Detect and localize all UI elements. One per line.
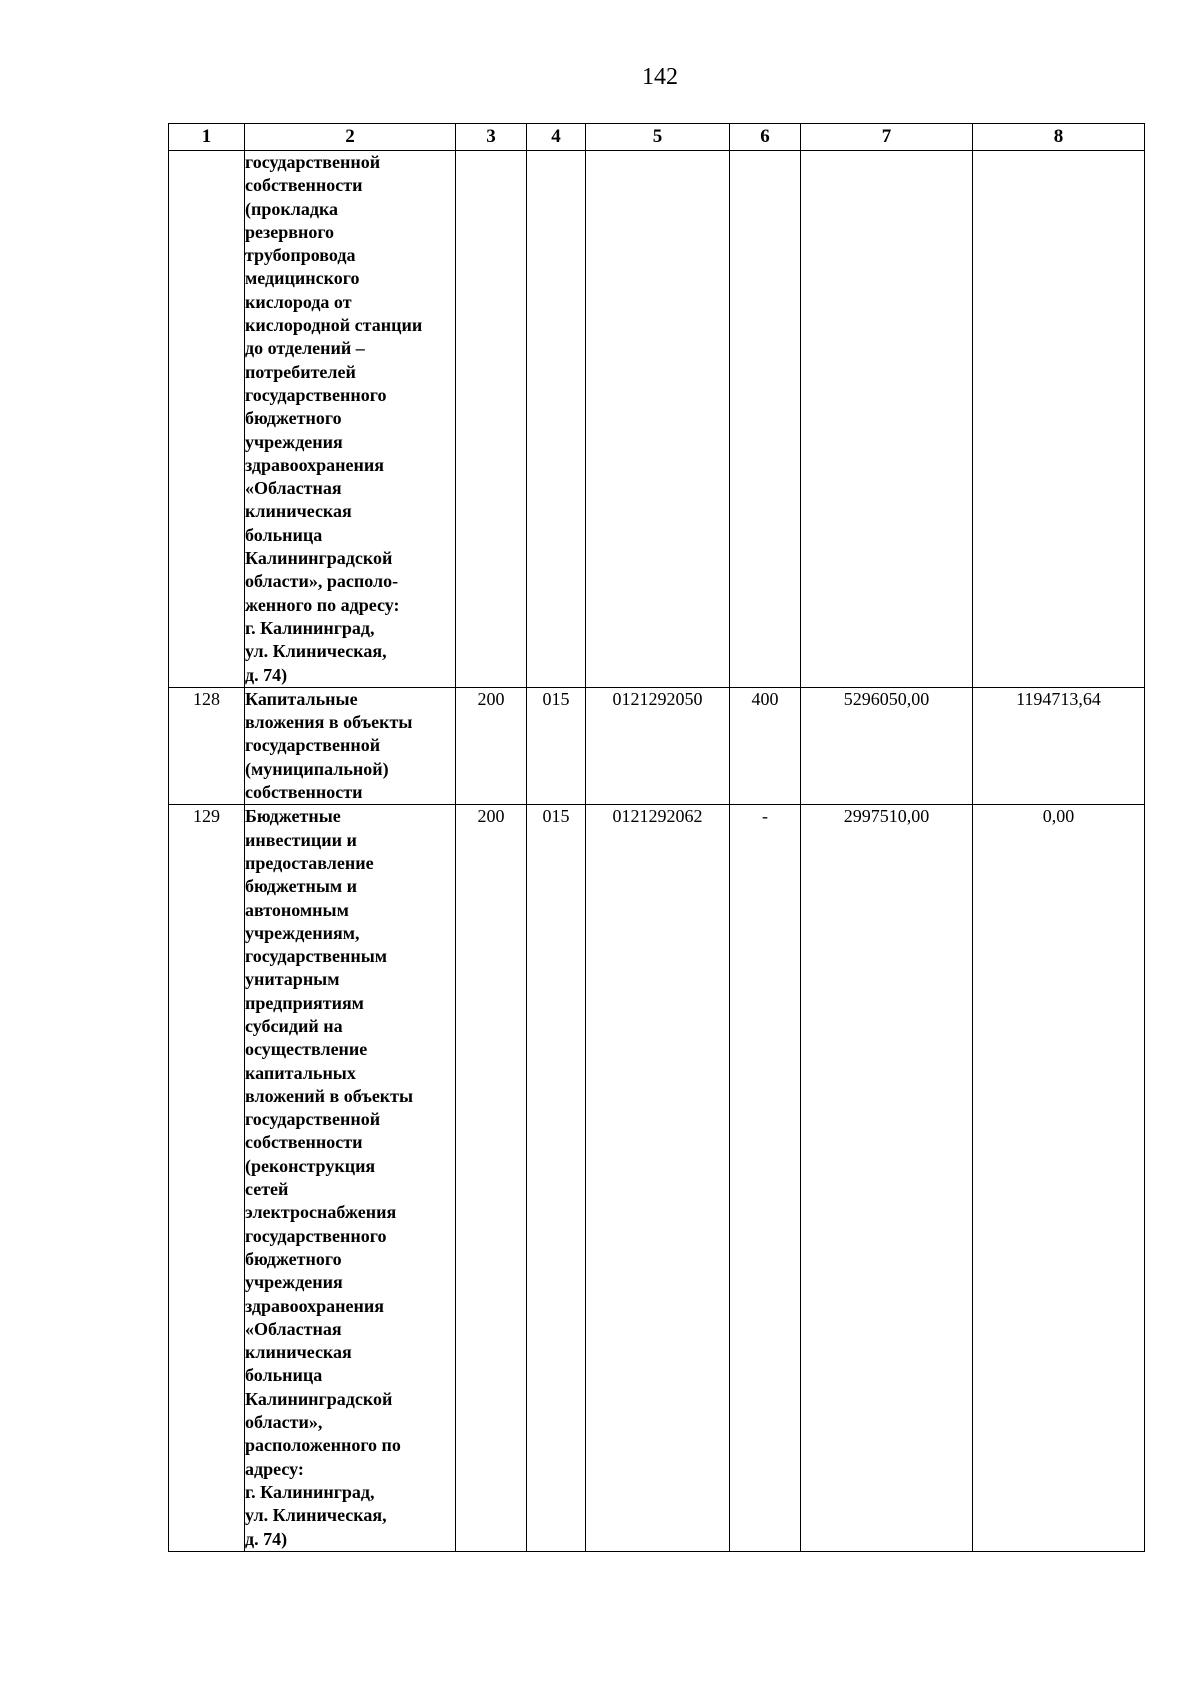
code-cell-4	[527, 151, 586, 688]
header-col-7: 7	[801, 124, 973, 151]
description-text: государственной собственности (прокладка резервного трубопровода медицинского кислорода от кислородной станции до отделений – потребителей государственного бюджетного учреждения здравоохранения «Областная клиническая больница Калининградской области», располо- женного по адресу: г. Калининград, ул. Клиническая, д. 74)	[245, 152, 423, 685]
table-row	[169, 687, 1145, 804]
row-number-cell	[169, 151, 245, 688]
amount-cell-7: 5296050,00	[801, 687, 973, 804]
code-cell-6	[730, 151, 801, 688]
table-row	[169, 151, 1145, 688]
description-cell	[245, 805, 456, 1552]
header-col-3: 3	[456, 124, 527, 151]
header-col-8: 8	[973, 124, 1145, 151]
code-cell-5: 0121292062	[586, 805, 730, 1552]
table-row	[169, 805, 1145, 1552]
header-col-6: 6	[730, 124, 801, 151]
description-cell	[245, 687, 456, 804]
code-cell-5: 0121292050	[586, 687, 730, 804]
description-text: Капитальные вложения в объекты государственной (муниципальной) собственности	[245, 688, 413, 803]
code-cell-3: 200	[456, 687, 527, 804]
table-header-row	[169, 124, 1145, 151]
page-number: 142	[642, 64, 678, 90]
amount-cell-7	[801, 151, 973, 688]
code-cell-5	[586, 151, 730, 688]
description-cell	[245, 151, 456, 688]
budget-table	[168, 123, 1145, 1552]
header-col-1: 1	[169, 124, 245, 151]
description-text: Бюджетные инвестиции и предоставление бюджетным и автономным учреждениям, государственным унитарным предприятиям субсидий на осуществление капитальных вложений в объекты государственной собственности (реконструкция сетей электроснабжения государственного бюджетного учреждения здравоохранения «Областная клиническая больница Калининградской области», расположенного по адресу: г. Калининград, ул. Клиническая, д. 74)	[245, 806, 414, 1549]
amount-cell-8: 0,00	[973, 805, 1145, 1552]
code-cell-4: 015	[527, 805, 586, 1552]
header-col-4: 4	[527, 124, 586, 151]
amount-cell-8	[973, 151, 1145, 688]
row-number-cell: 128	[169, 687, 245, 804]
code-cell-4: 015	[527, 687, 586, 804]
code-cell-3	[456, 151, 527, 688]
code-cell-6: 400	[730, 687, 801, 804]
header-col-5: 5	[586, 124, 730, 151]
header-col-2: 2	[245, 124, 456, 151]
code-cell-6: -	[730, 805, 801, 1552]
row-number-cell: 129	[169, 805, 245, 1552]
amount-cell-8: 1194713,64	[973, 687, 1145, 804]
amount-cell-7: 2997510,00	[801, 805, 973, 1552]
code-cell-3: 200	[456, 805, 527, 1552]
